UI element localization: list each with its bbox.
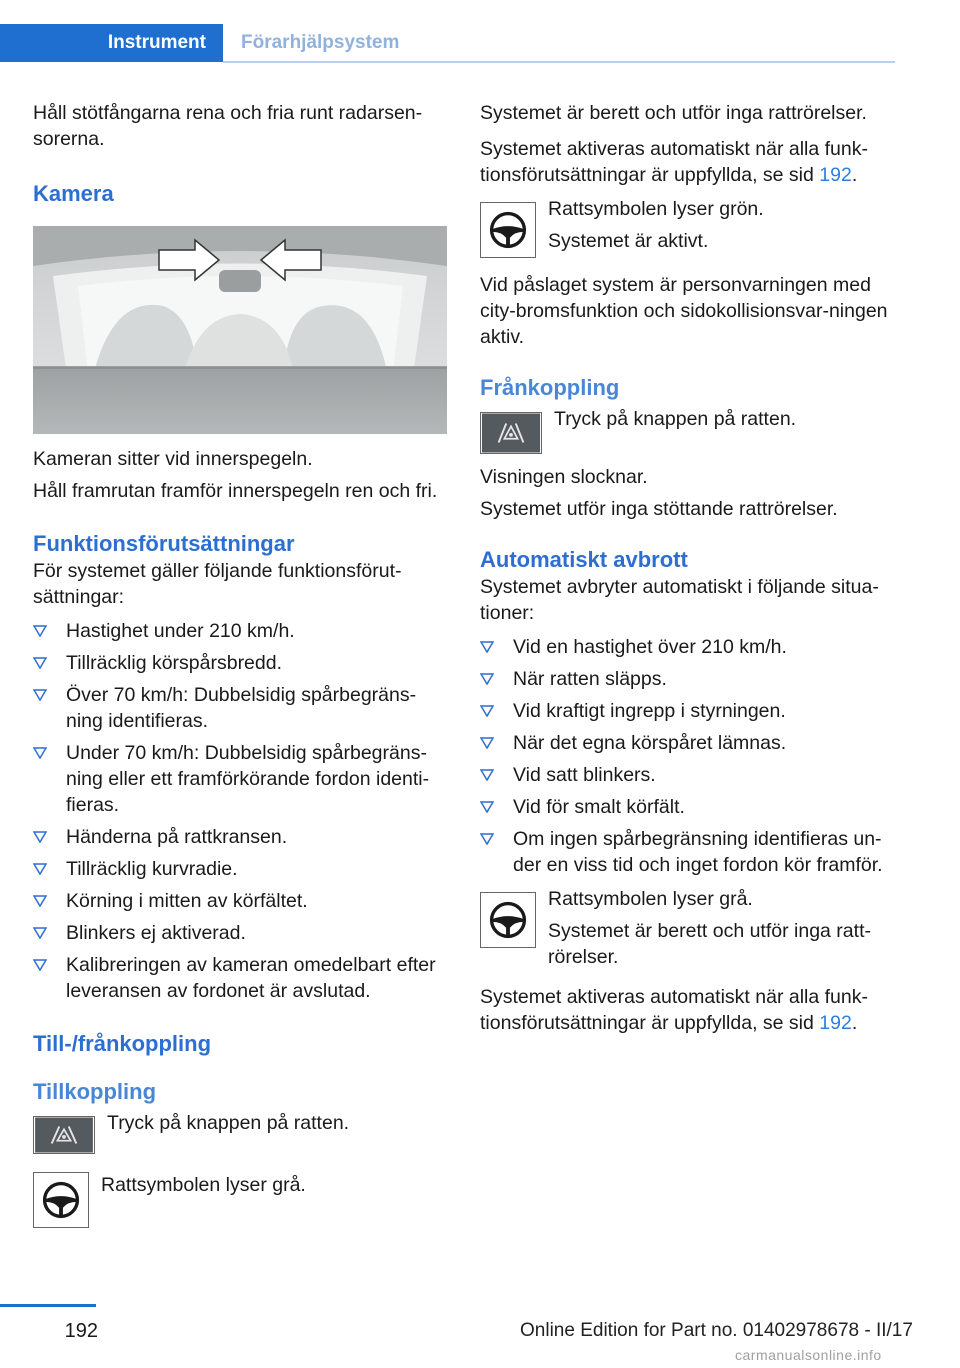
right-column xyxy=(480,100,898,1046)
tab-forarhjalpsystem-label: Förarhjälpsystem xyxy=(241,32,400,53)
lane-assist-button-icon xyxy=(480,412,542,454)
triangle-bullet-icon xyxy=(33,959,47,971)
list-item-text: Om ingen spårbegränsning identifieras un-der en viss tid och inget fordon kör framför. xyxy=(513,828,883,876)
frankoppling-button-row xyxy=(480,408,898,454)
tab-instrument[interactable] xyxy=(0,24,223,62)
list-item-text: Över 70 km/h: Dubbelsidig spårbegräns-ning identifieras. xyxy=(66,684,417,732)
tillkoppling-heading: Tillkoppling xyxy=(33,1079,157,1104)
triangle-bullet-icon xyxy=(480,769,494,781)
list-item xyxy=(33,824,451,850)
steering-wheel-icon xyxy=(480,202,536,258)
list-item-text: Hastighet under 210 km/h. xyxy=(66,620,295,642)
list-item-text: Vid kraftigt ingrepp i styrningen. xyxy=(513,700,786,722)
triangle-bullet-icon xyxy=(33,689,47,701)
list-item-text: Under 70 km/h: Dubbelsidig spårbegräns-ning eller ett framförkörande fordon identi-fieras. xyxy=(66,742,430,816)
kamera-p1: Kameran sitter vid innerspegeln. xyxy=(33,448,313,470)
list-item xyxy=(480,634,898,660)
list-item-text: Tillräcklig kurvradie. xyxy=(66,858,238,880)
page-ref-link[interactable]: 192 xyxy=(819,164,852,186)
green-symbol-line1: Rattsymbolen lyser grön. xyxy=(548,198,764,220)
right-p6-text: Systemet aktiveras automatiskt när alla funk-tionsförutsättningar är uppfyllda, se sid xyxy=(480,986,868,1034)
list-item xyxy=(33,618,451,644)
right-p3: Vid påslaget system är personvarningen med city-bromsfunktion och sidokollisionsvar-ningen aktiv. xyxy=(480,274,888,348)
list-item-text: Blinkers ej aktiverad. xyxy=(66,922,246,944)
grey-symbol-line1: Rattsymbolen lyser grå. xyxy=(548,888,753,910)
footer-rule xyxy=(0,1304,96,1307)
tillkoppling-symbol-text: Rattsymbolen lyser grå. xyxy=(101,1174,306,1196)
list-item-text: Kalibreringen av kameran omedelbart efter leveransen av fordonet är avslutad. xyxy=(66,954,436,1002)
watermark: carmanualsonline.info xyxy=(735,1347,882,1363)
green-symbol-line2: Systemet är aktivt. xyxy=(548,230,709,252)
page-number: 192 xyxy=(64,1320,98,1342)
triangle-bullet-icon xyxy=(480,801,494,813)
green-symbol-row xyxy=(480,198,898,258)
triangle-bullet-icon xyxy=(480,705,494,717)
conditions-list xyxy=(33,618,451,1004)
triangle-bullet-icon xyxy=(33,927,47,939)
right-p1: Systemet är berett och utför inga rattrörelser. xyxy=(480,102,867,124)
triangle-bullet-icon xyxy=(33,747,47,759)
list-item-text: Vid satt blinkers. xyxy=(513,764,656,786)
funktion-intro: För systemet gäller följande funktionsförut-sättningar: xyxy=(33,560,402,608)
kamera-p2: Håll framrutan framför innerspegeln ren och fri. xyxy=(33,480,438,502)
intro-paragraph: Håll stötfångarna rena och fria runt radarsen-sorerna. xyxy=(33,102,423,150)
right-p6-end: . xyxy=(851,1012,858,1034)
grey-symbol-text xyxy=(548,886,898,970)
tillkoppling-button-row xyxy=(33,1112,451,1154)
right-p6 xyxy=(480,984,898,1036)
list-item-text: Vid en hastighet över 210 km/h. xyxy=(513,636,787,658)
right-p2-text: Systemet aktiveras automatiskt när alla funk-tionsförutsättningar är uppfyllda, se sid xyxy=(480,138,868,186)
list-item xyxy=(33,920,451,946)
list-item xyxy=(480,730,898,756)
list-item-text: Körning i mitten av körfältet. xyxy=(66,890,308,912)
situations-list xyxy=(480,634,898,878)
triangle-bullet-icon xyxy=(33,625,47,637)
frankoppling-text: Tryck på knappen på ratten. xyxy=(554,408,797,430)
list-item-text: När det egna körspåret lämnas. xyxy=(513,732,787,754)
list-item xyxy=(33,888,451,914)
frankoppling-heading: Frånkoppling xyxy=(480,375,620,400)
triangle-bullet-icon xyxy=(480,673,494,685)
triangle-bullet-icon xyxy=(480,737,494,749)
grey-symbol-row xyxy=(480,888,898,970)
list-item xyxy=(33,856,451,882)
right-p5: Systemet utför inga stöttande rattrörelser. xyxy=(480,498,838,520)
camera-location-image xyxy=(33,226,447,434)
header-rule xyxy=(223,61,895,63)
steering-wheel-icon xyxy=(480,892,536,948)
avbrott-heading: Automatiskt avbrott xyxy=(480,547,688,572)
grey-symbol-line2: Systemet är berett och utför inga ratt-rörelser. xyxy=(548,920,871,968)
list-item-text: Händerna på rattkransen. xyxy=(66,826,288,848)
list-item xyxy=(33,740,451,818)
till-fran-heading: Till-/frånkoppling xyxy=(33,1031,212,1056)
edition-text: Online Edition for Part no. 01402978678 - II/17 xyxy=(520,1320,913,1341)
steering-wheel-icon xyxy=(33,1172,89,1228)
list-item xyxy=(480,794,898,820)
tab-instrument-label: Instrument xyxy=(107,32,206,53)
tillkoppling-text: Tryck på knappen på ratten. xyxy=(107,1112,350,1134)
tab-forarhjalpsystem[interactable] xyxy=(223,24,399,62)
kamera-heading: Kamera xyxy=(33,181,114,206)
list-item xyxy=(480,666,898,692)
funktion-heading: Funktionsförutsättningar xyxy=(33,531,295,556)
triangle-bullet-icon xyxy=(480,641,494,653)
right-p2-end: . xyxy=(851,164,858,186)
list-item xyxy=(480,698,898,724)
list-item-text: När ratten släpps. xyxy=(513,668,667,690)
list-item xyxy=(33,682,451,734)
right-p2 xyxy=(480,136,898,188)
list-item xyxy=(33,650,451,676)
triangle-bullet-icon xyxy=(33,895,47,907)
triangle-bullet-icon xyxy=(33,863,47,875)
lane-assist-button-icon xyxy=(33,1116,95,1154)
triangle-bullet-icon xyxy=(33,657,47,669)
list-item xyxy=(33,952,451,1004)
list-item-text: Vid för smalt körfält. xyxy=(513,796,685,818)
right-p4: Visningen slocknar. xyxy=(480,466,648,488)
list-item xyxy=(480,826,898,878)
green-symbol-text xyxy=(548,196,764,254)
list-item xyxy=(480,762,898,788)
avbrott-intro: Systemet avbryter automatiskt i följande situa-tioner: xyxy=(480,576,879,624)
left-column xyxy=(33,100,451,1240)
tillkoppling-symbol-row xyxy=(33,1172,451,1228)
triangle-bullet-icon xyxy=(480,833,494,845)
list-item-text: Tillräcklig körspårsbredd. xyxy=(66,652,283,674)
triangle-bullet-icon xyxy=(33,831,47,843)
page-ref-link[interactable]: 192 xyxy=(819,1012,852,1034)
